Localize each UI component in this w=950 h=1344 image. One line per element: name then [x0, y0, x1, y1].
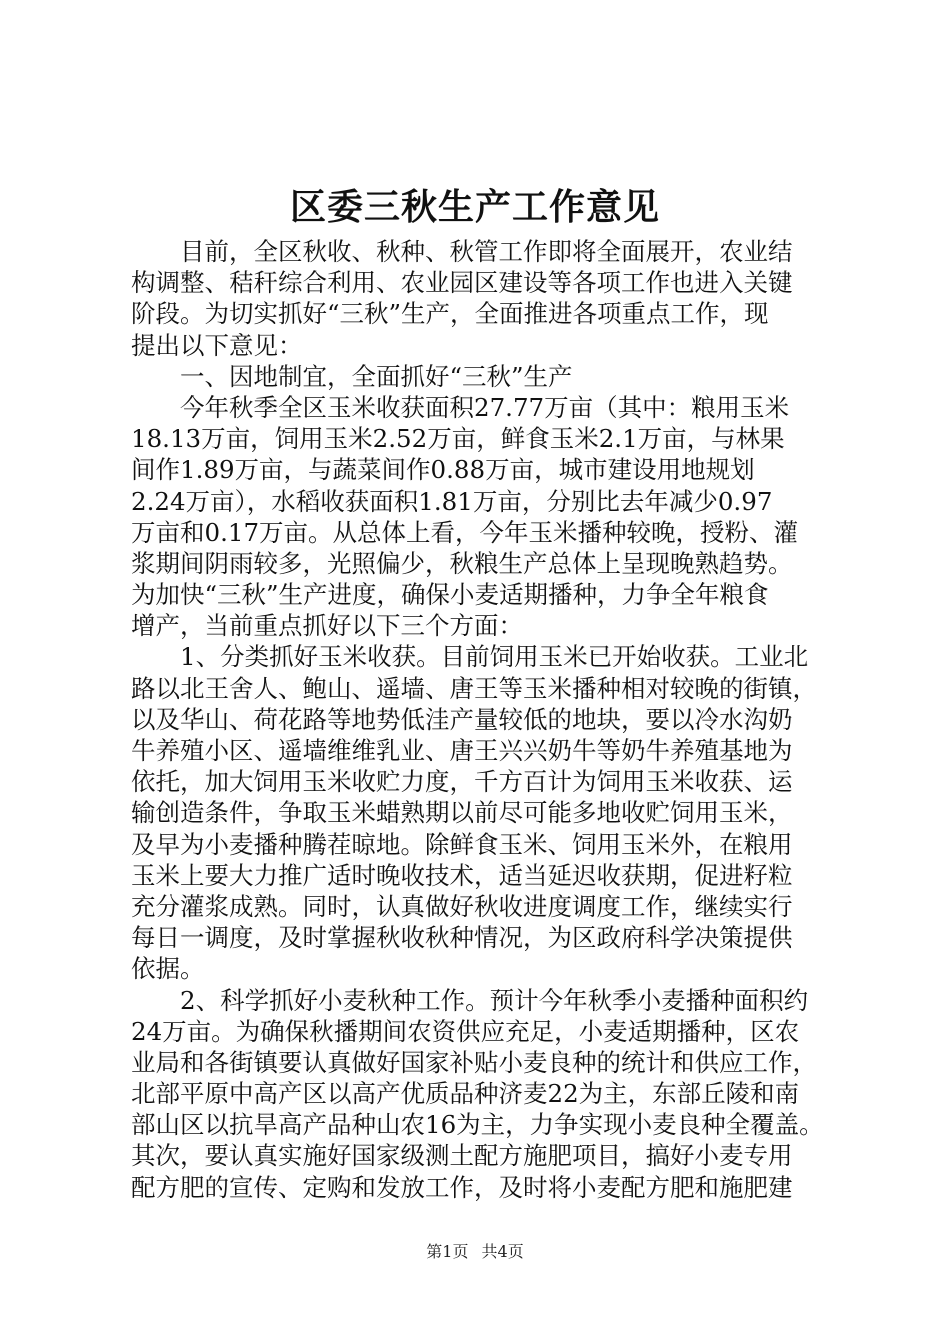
body-line: 以及华山、荷花路等地势低洼产量较低的地块，要以冷水沟奶	[131, 704, 793, 734]
body-line: 2、科学抓好小麦秋种工作。预计今年秋季小麦播种面积约	[131, 985, 809, 1015]
body-line: 构调整、秸秆综合利用、农业园区建设等各项工作也进入关键	[131, 268, 793, 298]
page-number: 第1页	[426, 1242, 469, 1261]
body-line: 24万亩。为确保秋播期间农资供应充足，小麦适期播种，区农	[131, 1016, 800, 1046]
body-line: 今年秋季全区玉米收获面积27.77万亩（其中：粮用玉米	[131, 392, 790, 422]
page-total: 共4页	[481, 1242, 524, 1261]
body-line: 每日一调度，及时掌握秋收秋种情况，为区政府科学决策提供	[131, 923, 793, 953]
body-line: 提出以下意见：	[131, 330, 303, 360]
body-line: 充分灌浆成熟。同时，认真做好秋收进度调度工作，继续实行	[131, 891, 793, 921]
body-line: 依据。	[131, 954, 205, 984]
body-line: 输创造条件，争取玉米蜡熟期以前尽可能多地收贮饲用玉米，	[131, 798, 793, 828]
body-line: 增产，当前重点抓好以下三个方面：	[131, 611, 523, 641]
body-line: 2.24万亩），水稻收获面积1.81万亩，分别比去年减少0.97	[131, 486, 773, 516]
body-line: 为加快“三秋”生产进度，确保小麦适期播种，力争全年粮食	[131, 580, 769, 610]
body-line: 牛养殖小区、遥墙维维乳业、唐王兴兴奶牛等奶牛养殖基地为	[131, 736, 793, 765]
body-line: 1、分类抓好玉米收获。目前饲用玉米已开始收获。工业北	[131, 642, 809, 672]
body-line: 路以北王舍人、鲍山、遥墙、唐王等玉米播种相对较晚的街镇，	[131, 673, 817, 703]
document-body	[131, 236, 831, 1203]
body-line: 阶段。为切实抓好“三秋”生产，全面推进各项重点工作，现	[131, 299, 769, 329]
body-line: 部山区以抗旱高产品种山农16为主，力争实现小麦良种全覆盖。	[131, 1110, 824, 1140]
document-title: 区委三秋生产工作意见	[289, 186, 660, 228]
page-footer	[0, 1241, 950, 1263]
body-line: 依托，加大饲用玉米收贮力度，千方百计为饲用玉米收获、运	[131, 767, 793, 797]
body-line: 间作1.89万亩，与蔬菜间作0.88万亩，城市建设用地规划	[131, 455, 755, 485]
body-line: 玉米上要大力推广适时晚收技术，适当延迟收获期，促进籽粒	[131, 860, 793, 890]
body-line: 及早为小麦播种腾茬晾地。除鲜食玉米、饲用玉米外，在粮用	[131, 829, 793, 859]
body-line: 其次，要认真实施好国家级测土配方施肥项目，搞好小麦专用	[131, 1141, 793, 1171]
section-heading: 一、因地制宜，全面抓好“三秋”生产	[131, 361, 573, 391]
body-line: 北部平原中高产区以高产优质品种济麦22为主，东部丘陵和南	[131, 1079, 800, 1109]
body-line: 配方肥的宣传、定购和发放工作，及时将小麦配方肥和施肥建	[131, 1172, 793, 1202]
body-line: 万亩和0.17万亩。从总体上看，今年玉米播种较晚，授粉、灌	[131, 517, 799, 547]
body-line: 业局和各街镇要认真做好国家补贴小麦良种的统计和供应工作，	[131, 1047, 817, 1077]
body-line: 18.13万亩，饲用玉米2.52万亩，鲜食玉米2.1万亩，与林果	[131, 424, 785, 454]
body-line: 目前，全区秋收、秋种、秋管工作即将全面展开，农业结	[131, 237, 793, 266]
body-line: 浆期间阴雨较多，光照偏少，秋粮生产总体上呈现晚熟趋势。	[131, 548, 793, 578]
